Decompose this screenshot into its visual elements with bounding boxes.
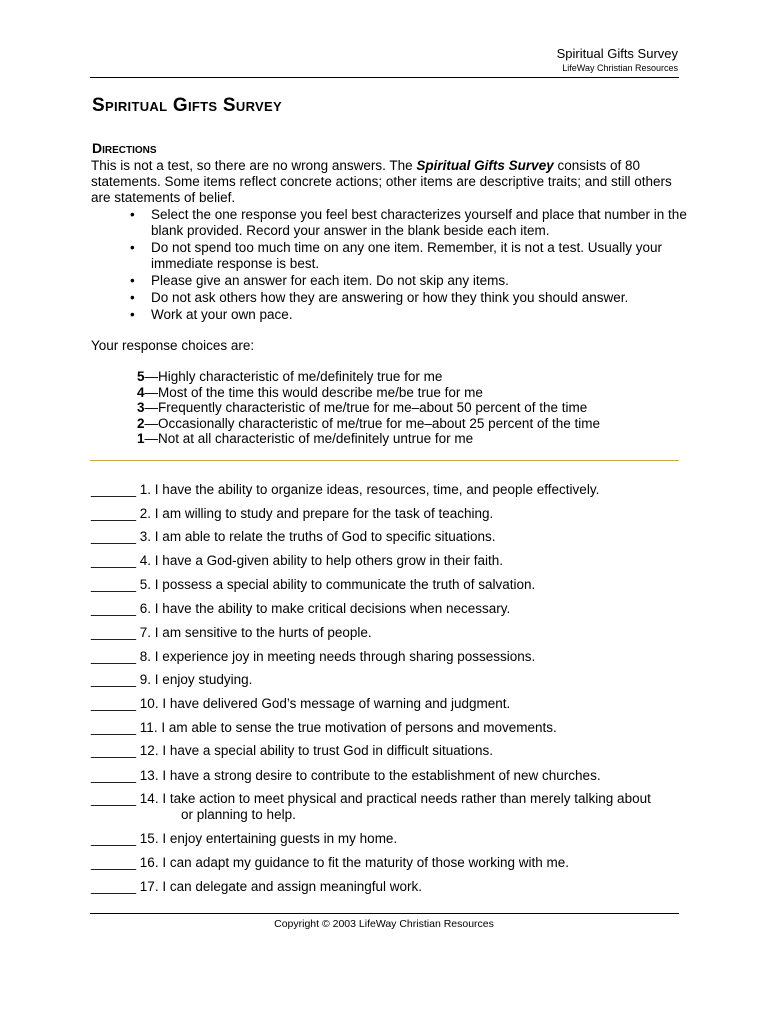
copyright-footer: Copyright © 2003 LifeWay Christian Resources [274,918,494,930]
survey-item[interactable]: ______ 1. I have the ability to organize ideas, resources, time, and people effectively. [91,482,600,497]
list-item-text: Do not spend too much time on any one item. Remember, it is not a test. Usually your immediate response is best. [151,240,662,271]
choice-number: 2 [137,415,145,431]
intro-emphasis: Spiritual Gifts Survey [416,158,554,173]
list-item-text: Work at your own pace. [151,307,293,322]
choice-text: —Not at all characteristic of me/definitely untrue for me [144,431,474,446]
header-divider [90,77,679,78]
survey-item[interactable]: ______ 9. I enjoy studying. [91,672,253,687]
choice-number: 1 [137,431,145,446]
bullet-icon: • [130,307,135,322]
survey-item[interactable]: ______ 7. I am sensitive to the hurts of people. [91,625,372,640]
survey-item[interactable]: ______ 17. I can delegate and assign meaningful work. [91,879,422,894]
header-publisher: LifeWay Christian Resources [562,63,678,73]
choice-text: —Frequently characteristic of me/true for me–about 50 percent of the time [144,400,588,415]
list-item [91,290,691,306]
survey-item-continuation: or planning to help. [181,807,296,822]
section-divider [90,460,679,461]
choice-row [137,369,600,385]
intro-text-before: This is not a test, so there are no wrong answers. The [91,158,417,173]
choice-row [137,400,600,416]
page-title: Spiritual Gifts Survey [92,95,282,116]
directions-heading: Directions [92,140,157,156]
choice-number: 5 [137,369,145,384]
survey-item[interactable]: ______ 8. I experience joy in meeting needs through sharing possessions. [91,649,536,664]
response-choices [137,369,600,447]
footer-divider [90,913,679,914]
survey-item[interactable]: ______ 5. I possess a special ability to communicate the truth of salvation. [91,576,536,592]
header-title: Spiritual Gifts Survey [556,46,678,61]
directions-list [91,207,691,324]
list-item [91,307,691,323]
survey-item[interactable]: ______ 3. I am able to relate the truths of God to specific situations. [91,529,496,544]
list-item [91,240,691,272]
choices-label: Your response choices are: [91,338,255,353]
choice-number: 4 [137,384,145,400]
list-item-text: Please give an answer for each item. Do not skip any items. [151,273,509,288]
choice-row [137,416,600,432]
bullet-icon: • [130,240,135,255]
bullet-icon: • [130,207,135,222]
list-item-text: Select the one response you feel best characterizes yourself and place that number in the blank provided. Record your answer in the blank beside each item. [151,207,687,238]
survey-item[interactable]: ______ 11. I am able to sense the true motivation of persons and movements. [91,720,557,735]
survey-item[interactable]: ______ 15. I enjoy entertaining guests in my home. [91,831,398,846]
choice-row [137,385,600,401]
choice-text: —Most of the time this would describe me/be true for me [144,384,483,400]
directions-intro [91,158,691,206]
survey-item[interactable]: ______ 4. I have a God-given ability to help others grow in their faith. [91,553,504,568]
bullet-icon: • [130,290,135,305]
intro-text-after: consists of 80 statements. Some items reflect concrete actions; other items are descriptive traits; and still others are statements of belief. [91,158,672,205]
list-item [91,207,691,239]
survey-item[interactable]: ______ 6. I have the ability to make critical decisions when necessary. [91,600,511,616]
survey-item-text: ______ 14. I take action to meet physical and practical needs rather than merely talking about [91,791,651,806]
survey-item[interactable]: ______ 2. I am willing to study and prepare for the task of teaching. [91,505,494,521]
choice-text: —Highly characteristic of me/definitely true for me [144,369,443,384]
survey-item[interactable] [91,791,651,823]
survey-item[interactable]: ______ 10. I have delivered God’s message of warning and judgment. [91,696,511,711]
list-item [91,273,691,289]
choice-row [137,431,600,447]
survey-item[interactable]: ______ 12. I have a special ability to trust God in difficult situations. [91,743,493,758]
choice-number: 3 [137,400,145,415]
list-item-text: Do not ask others how they are answering or how they think you should answer. [151,290,629,305]
survey-item[interactable]: ______ 13. I have a strong desire to contribute to the establishment of new churches. [91,768,601,783]
survey-item[interactable]: ______ 16. I can adapt my guidance to fit the maturity of those working with me. [91,855,570,870]
running-header [557,45,678,74]
bullet-icon: • [130,273,135,288]
choice-text: —Occasionally characteristic of me/true for me–about 25 percent of the time [144,415,600,431]
